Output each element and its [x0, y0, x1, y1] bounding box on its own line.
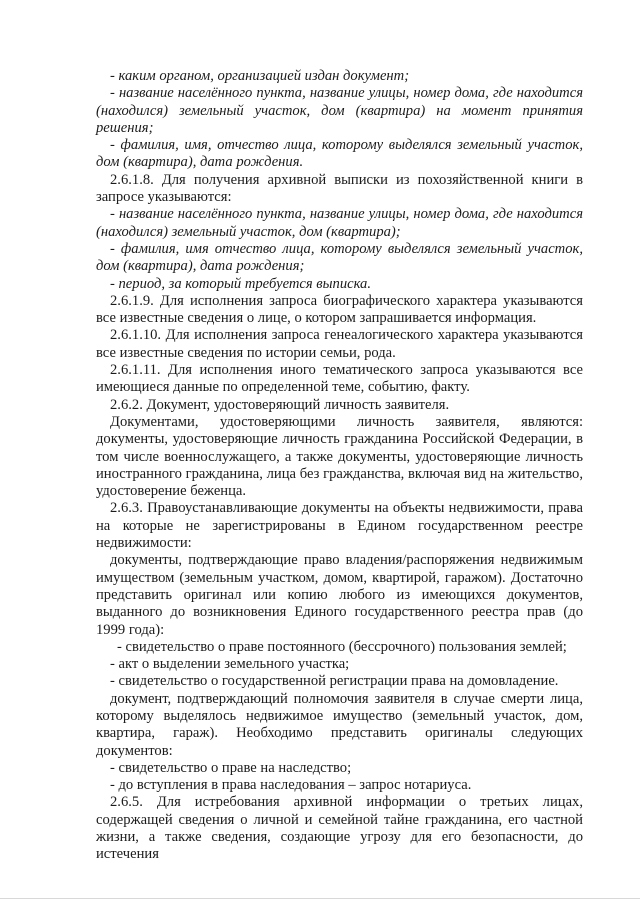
paragraph-2-6-5: 2.6.5. Для истребования архивной информации о третьих лицах, содержащей сведения о личной и семейной тайне гражданина, его частной жизни, а также сведения, создающие угрозу для его безопасности, до истечения: [96, 794, 583, 863]
list-item-inheritance-certificate: - свидетельство о праве на наследство;: [110, 759, 352, 776]
document-body: [96, 68, 583, 864]
list-item-house-registration-certificate: - свидетельство о государственной регистрации права на домовладение.: [110, 673, 559, 690]
paragraph-applicant-authority: документ, подтверждающий полномочия заявителя в случае смерти лица, которому выделялось недвижимое имущество (земельный участок, дом, квартира, гараж). Необходимо представить оригиналы следующих документов:: [96, 690, 583, 759]
paragraph-address: - название населённого пункта, название улицы, номер дома, где находится (находился) земельный участок, дом (квартира);: [96, 206, 583, 240]
paragraph-identity-documents: Документами, удостоверяющими личность заявителя, являются: документы, удостоверяющие личность гражданина Российской Федерации, в том числе военнослужащего, а также документы, удостоверяющие личность иностранного гражданина, лица без гражданства, включая вид на жительство, удостоверение беженца.: [96, 413, 583, 500]
paragraph-2-6-1-9: 2.6.1.9. Для исполнения запроса биографического характера указываются все известные сведения о лице, о котором запрашивается информация.: [96, 292, 583, 327]
paragraph-2-6-2: 2.6.2. Документ, удостоверяющий личность заявителя.: [110, 396, 450, 413]
list-item-land-allocation-act: - акт о выделении земельного участка;: [110, 656, 350, 673]
page-bottom-edge: [0, 898, 640, 899]
paragraph-person-name-birthdate: - фамилия, имя, отчество лица, которому выделялся земельный участок, дом (квартира), дата рождения.: [96, 137, 583, 171]
paragraph-2-6-1-11: 2.6.1.11. Для исполнения иного тематического запроса указываются все имеющиеся данные по определенной теме, событию, факту.: [96, 362, 583, 396]
paragraph-2-6-1-10: 2.6.1.10. Для исполнения запроса генеалогического характера указываются все известные сведения по истории семьи, рода.: [96, 327, 583, 361]
paragraph-ownership-documents: документы, подтверждающие право владения/распоряжения недвижимым имуществом (земельным участком, домом, квартирой, гаражом). Достаточно представить оригинал или копию любого из имеющихся документов, выданного до возникновения Единого государственного реестра прав (до 1999 года):: [96, 552, 583, 638]
list-item-notary-request: - до вступления в права наследования – запрос нотариуса.: [110, 777, 472, 794]
paragraph-2-6-3: 2.6.3. Правоустанавливающие документы на объекты недвижимости, права на которые не зарегистрированы в Едином государственном реестре недвижимости:: [96, 500, 583, 552]
paragraph-2-6-1-8: 2.6.1.8. Для получения архивной выписки из похозяйственной книги в запросе указываются:: [96, 171, 583, 206]
paragraph-period: - период, за который требуется выписка.: [110, 275, 372, 292]
list-item-land-use-certificate: - свидетельство о праве постоянного (бессрочного) пользования землей;: [117, 638, 567, 655]
paragraph-address-at-decision: - название населённого пункта, название улицы, номер дома, где находится (находился) земельный участок, дом (квартира) на момент принятия решения;: [96, 85, 583, 136]
paragraph-person-name: - фамилия, имя отчество лица, которому выделялся земельный участок, дом (квартира), дата рождения;: [96, 240, 583, 275]
paragraph-issuing-authority: - каким органом, организацией издан документ;: [110, 68, 410, 84]
